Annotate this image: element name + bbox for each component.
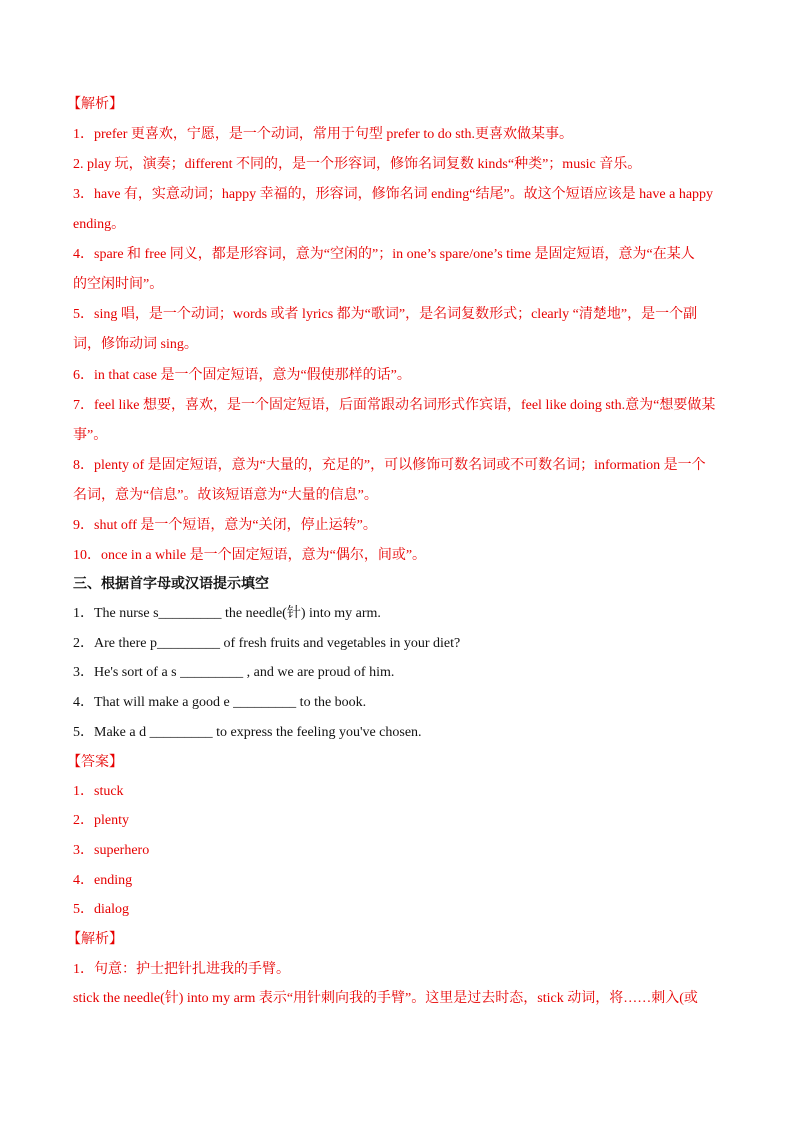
analysis-item-continued: 事”。: [73, 428, 108, 443]
answer-item: 2．plenty: [73, 813, 129, 828]
answer-item: 1．stuck: [73, 784, 124, 799]
analysis-item: 10．once in a while 是一个固定短语，意为“偶尔，间或”。: [73, 548, 427, 563]
analysis-item: 1．prefer 更喜欢，宁愿，是一个动词，常用于句型 prefer to do sth.更喜欢做某事。: [73, 127, 574, 142]
analysis-item-continued: ending。: [73, 217, 126, 232]
answer-item: 5．dialog: [73, 902, 129, 917]
analysis-item: 8．plenty of 是固定短语，意为“大量的，充足的”，可以修饰可数名词或不可数名词；information 是一个: [73, 458, 706, 473]
section-title: 三、根据首字母或汉语提示填空: [73, 577, 269, 592]
answer-heading: 【答案】: [67, 755, 123, 770]
analysis-item: 4．spare 和 free 同义，都是形容词，意为“空闲的”；in one’s spare/one’s time 是固定短语，意为“在某人: [73, 247, 695, 262]
analysis-item-continued: 名词，意为“信息”。故该短语意为“大量的信息”。: [73, 488, 378, 503]
analysis-item: 5．sing 唱，是一个动词；words 或者 lyrics 都为“歌词”，是名词复数形式；clearly “清楚地”，是一个副: [73, 307, 698, 322]
analysis-item-continued: 的空闲时间”。: [73, 277, 164, 292]
question-item: 5．Make a d _________ to express the feeling you've chosen.: [73, 725, 422, 740]
answer-item: 4．ending: [73, 873, 133, 888]
analysis-item: stick the needle(针) into my arm 表示“用针刺向我的手臂”。这里是过去时态，stick 动词，将……刺入(或: [73, 991, 698, 1006]
question-item: 3．He's sort of a s _________ , and we are proud of him.: [73, 665, 395, 680]
analysis-item: 9．shut off 是一个短语，意为“关闭，停止运转”。: [73, 518, 377, 533]
analysis-item: 6．in that case 是一个固定短语，意为“假使那样的话”。: [73, 368, 411, 383]
answer-item: 3．superhero: [73, 843, 150, 858]
question-item: 4．That will make a good e _________ to the book.: [73, 695, 367, 710]
analysis-item: 1．句意：护士把针扎进我的手臂。: [73, 962, 290, 977]
analysis-heading: 【解析】: [67, 932, 123, 947]
analysis-item: 7．feel like 想要，喜欢，是一个固定短语，后面常跟动名词形式作宾语，feel like doing sth.意为“想要做某: [73, 398, 716, 413]
analysis-item: 2. play 玩，演奏；different 不同的，是一个形容词，修饰名词复数 kinds“种类”；music 音乐。: [73, 157, 642, 172]
analysis-item-continued: 词，修饰动词 sing。: [73, 337, 198, 352]
question-item: 1．The nurse s_________ the needle(针) into my arm.: [73, 606, 381, 621]
analysis-item: 3．have 有，实意动词；happy 幸福的，形容词，修饰名词 ending“结尾”。故这个短语应该是 have a happy: [73, 187, 714, 202]
question-item: 2．Are there p_________ of fresh fruits and vegetables in your diet?: [73, 636, 461, 651]
analysis-heading: 【解析】: [67, 97, 123, 112]
